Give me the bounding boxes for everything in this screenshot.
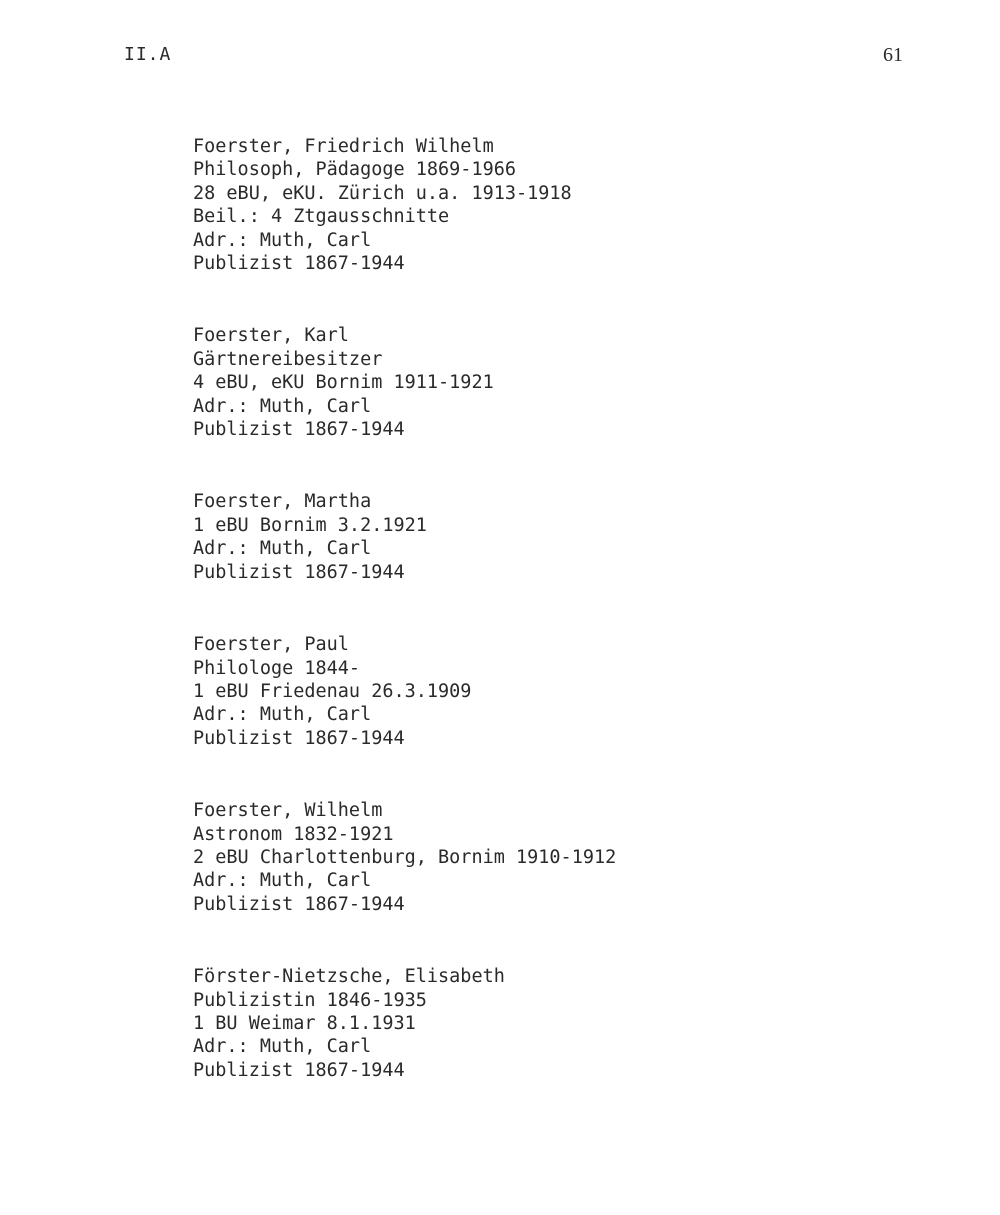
entry-line: Adr.: Muth, Carl <box>193 395 372 417</box>
entry-name: Foerster, Martha <box>193 491 372 513</box>
entry-line: Publizist 1867-1944 <box>193 561 405 583</box>
entry-line: 1 eBU Bornim 3.2.1921 <box>193 514 427 536</box>
entry-line: Philosoph, Pädagoge 1869-1966 <box>193 159 517 181</box>
entry-foerster-friedrich-wilhelm <box>193 135 893 275</box>
entry-name: Foerster, Paul <box>193 634 349 656</box>
entry-line: Gärtnereibesitzer <box>193 348 383 370</box>
entry-line: Astronom 1832-1921 <box>193 823 394 845</box>
entry-foerster-paul <box>193 633 893 750</box>
entry-line: Publizist 1867-1944 <box>193 253 405 275</box>
entry-line: Adr.: Muth, Carl <box>193 704 372 726</box>
entry-line: 2 eBU Charlottenburg, Bornim 1910-1912 <box>193 846 617 868</box>
entry-list <box>193 135 893 1082</box>
entry-line: Publizist 1867-1944 <box>193 419 405 441</box>
entry-line: 1 BU Weimar 8.1.1931 <box>193 1012 416 1034</box>
entry-line: Adr.: Muth, Carl <box>193 870 372 892</box>
entry-name: Foerster, Friedrich Wilhelm <box>193 136 494 157</box>
entry-line: Publizistin 1846-1935 <box>193 989 427 1011</box>
entry-name: Förster-Nietzsche, Elisabeth <box>193 966 505 988</box>
entry-foerster-martha <box>193 490 893 584</box>
section-label: II.A <box>124 44 172 65</box>
entry-foerster-karl <box>193 324 893 441</box>
entry-line: Philologe 1844- <box>193 657 361 679</box>
page-number: 61 <box>883 44 903 66</box>
entry-line: 28 eBU, eKU. Zürich u.a. 1913-1918 <box>193 182 572 204</box>
entry-line: Publizist 1867-1944 <box>193 893 405 915</box>
entry-name: Foerster, Wilhelm <box>193 800 383 822</box>
entry-line: Publizist 1867-1944 <box>193 1059 405 1081</box>
entry-line: Adr.: Muth, Carl <box>193 1036 372 1058</box>
entry-line: Adr.: Muth, Carl <box>193 229 372 251</box>
entry-foerster-wilhelm <box>193 799 893 916</box>
entry-foerster-nietzsche-elisabeth <box>193 965 893 1082</box>
entry-name: Foerster, Karl <box>193 325 349 347</box>
entry-line: Adr.: Muth, Carl <box>193 538 372 560</box>
entry-line: Publizist 1867-1944 <box>193 727 405 749</box>
entry-line: 4 eBU, eKU Bornim 1911-1921 <box>193 372 494 394</box>
entry-line: Beil.: 4 Ztgausschnitte <box>193 206 450 228</box>
entry-line: 1 eBU Friedenau 26.3.1909 <box>193 680 472 702</box>
